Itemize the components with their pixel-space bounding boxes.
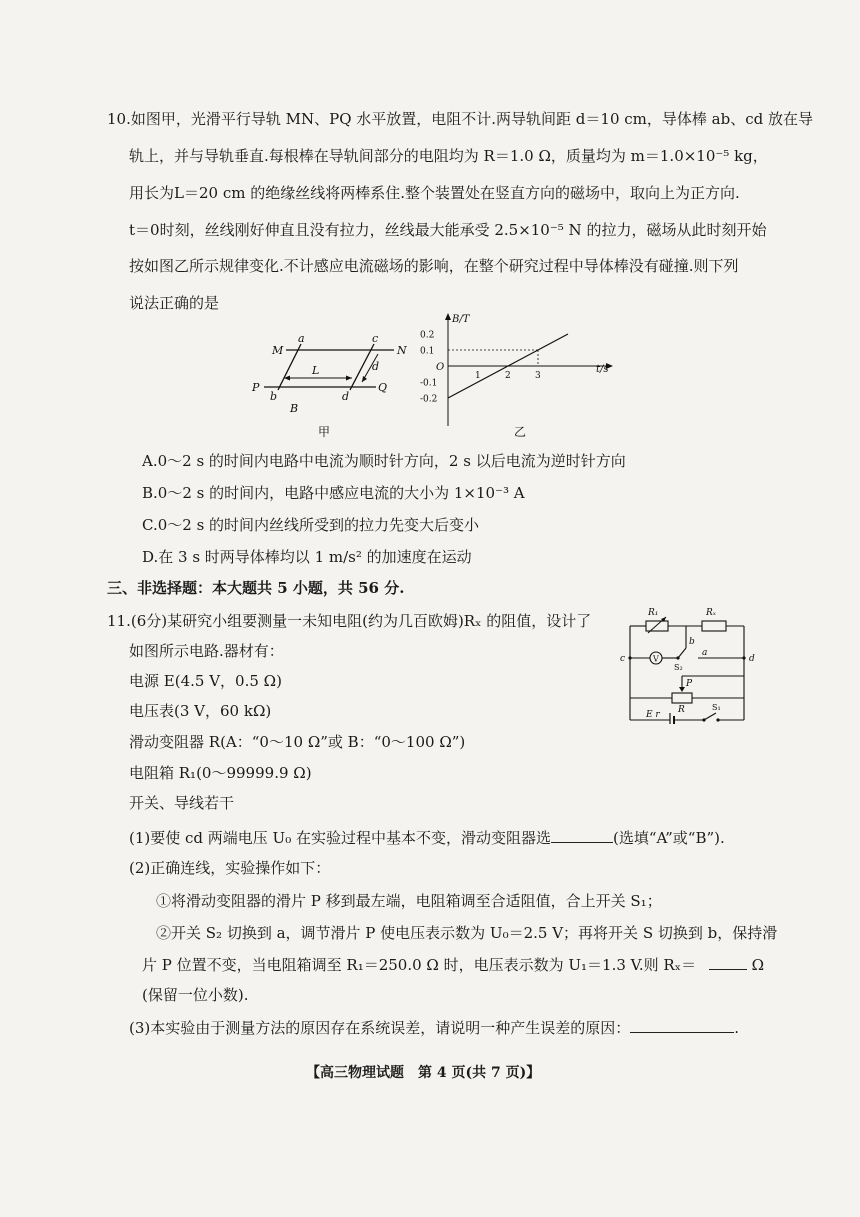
x-tick-label: 2 — [505, 371, 511, 381]
option-d: D.在 3 s 时两导体棒均以 1 m/s² 的加速度在运动 — [142, 548, 472, 566]
caption-yi: 乙 — [514, 425, 527, 439]
y-axis-arrow — [445, 313, 451, 320]
q11-intro-2: 如图所示电路.器材有： — [129, 642, 284, 660]
label-a: a — [298, 332, 305, 345]
q11-step-2-a: ②开关 S₂ 切换到 a，调节滑片 P 使电压表示数为 U₀＝2.5 V；再将开关 S 切换到 b，保持滑 — [156, 924, 778, 942]
q10-line-6: 说法正确的是 — [129, 294, 220, 312]
answer-blank-error[interactable] — [630, 1016, 734, 1033]
option-c: C.0～2 s 的时间内丝线所受到的拉力先变大后变小 — [142, 516, 480, 534]
q10-line-3: 用长为L＝20 cm 的绝缘丝线将两棒系住.整个装置处在竖直方向的磁场中，取向上为正方向. — [129, 184, 740, 202]
circuit-label-b: b — [689, 637, 695, 647]
y-tick-label: 0.2 — [420, 330, 435, 341]
q11-part-3 — [129, 1016, 739, 1039]
section-heading: 三、非选择题：本大题共 5 小题，共 56 分. — [107, 579, 405, 597]
figure-jia-rails — [246, 332, 426, 440]
q11-part-2: (2)正确连线，实验操作如下： — [129, 859, 331, 877]
label-c: c — [372, 332, 379, 345]
q11-part-3-end: . — [734, 1019, 740, 1037]
q11-step-2-b-text: 片 P 位置不变，当电阻箱调至 R₁＝250.0 Ω 时，电压表示数为 U₁＝1.3 V.则 Rₓ＝ — [142, 956, 697, 974]
circuit-label-S2: S₂ — [674, 663, 683, 672]
q11-part-1-tail: (选填“A”或“B”). — [612, 829, 725, 847]
y-tick-label: 0.1 — [420, 346, 435, 357]
caption-jia: 甲 — [318, 425, 331, 439]
label-P: P — [252, 381, 260, 394]
q11-part-3-text: (3)本实验由于测量方法的原因存在系统误差，请说明一种产生误差的原因： — [129, 1019, 631, 1037]
circuit-label-Rx: Rₓ — [706, 608, 716, 618]
q11-part-1 — [129, 826, 725, 849]
q11-item-resistance-box: 电阻箱 R₁(0～99999.9 Ω) — [129, 764, 312, 782]
circuit-label-S1: S₁ — [712, 703, 721, 712]
origin-label: O — [436, 362, 445, 373]
circuit-label-Er: E r — [646, 710, 660, 720]
label-d-bottom: d — [342, 390, 350, 403]
q10-line-4: t＝0时刻，丝线刚好伸直且没有拉力，丝线最大能承受 2.5×10⁻⁵ N 的拉力，磁场从此时刻开始 — [129, 221, 767, 239]
circuit-label-R1: R₁ — [648, 608, 659, 618]
q11-step-2-b-unit: Ω — [751, 956, 765, 974]
circuit-label-P: P — [686, 679, 693, 689]
voltmeter-label: V — [653, 654, 659, 664]
label-N: N — [397, 344, 407, 357]
x-tick-label: 3 — [535, 371, 541, 381]
circuit-label-a: a — [702, 648, 708, 658]
q11-step-2-c: (保留一位小数). — [142, 986, 249, 1004]
q11-intro-1: 11.(6分)某研究小组要测量一未知电阻(约为几百欧姆)Rₓ 的阻值，设计了 — [107, 612, 592, 630]
x-axis-label: t/s — [596, 364, 609, 375]
x-tick-label: 1 — [475, 371, 481, 381]
y-tick-label: -0.2 — [420, 394, 438, 405]
label-b: b — [270, 390, 278, 403]
y-axis-label: B/T — [452, 314, 470, 325]
figure-circuit — [618, 602, 766, 724]
label-L: L — [312, 364, 320, 377]
answer-blank-rheostat[interactable] — [551, 826, 613, 843]
q10-line-5: 按如图乙所示规律变化.不计感应电流磁场的影响，在整个研究过程中导体棒没有碰撞.则下列 — [129, 257, 739, 275]
q11-step-1: ①将滑动变阻器的滑片 P 移到最左端，电阻箱调至合适阻值，合上开关 S₁； — [156, 892, 662, 910]
q11-step-2-b — [142, 953, 764, 976]
y-tick-label: -0.1 — [420, 378, 438, 389]
circuit-label-d: d — [749, 654, 755, 664]
q11-item-voltmeter: 电压表(3 V，60 kΩ) — [129, 702, 272, 720]
q11-item-rheostat: 滑动变阻器 R(A：“0～10 Ω”或 B：“0～100 Ω”) — [129, 733, 466, 751]
q11-part-1-text: (1)要使 cd 两端电压 U₀ 在实验过程中基本不变，滑动变阻器选 — [129, 829, 551, 847]
page-footer: 【高三物理试题 第 4 页(共 7 页)】 — [306, 1065, 541, 1081]
label-M: M — [272, 344, 284, 357]
circuit-label-R: R — [678, 705, 685, 715]
label-d-top: d — [372, 360, 380, 373]
circuit-label-c: c — [620, 654, 626, 664]
label-B: B — [290, 402, 299, 415]
option-b: B.0～2 s 的时间内，电路中感应电流的大小为 1×10⁻³ A — [142, 484, 525, 502]
bt-chart — [420, 313, 613, 426]
figure-yi-bt-graph — [418, 308, 618, 440]
answer-blank-rx[interactable] — [709, 953, 747, 970]
q11-item-switch: 开关、导线若干 — [129, 794, 235, 812]
option-a: A.0～2 s 的时间内电路中电流为顺时针方向，2 s 以后电流为逆时针方向 — [142, 452, 626, 470]
label-Q: Q — [378, 381, 388, 394]
q10-line-2: 轨上，并与导轨垂直.每根棒在导轨间部分的电阻均为 R＝1.0 Ω，质量均为 m＝1.0×10⁻⁵ kg， — [129, 147, 768, 165]
q11-item-power: 电源 E(4.5 V，0.5 Ω) — [129, 672, 282, 690]
q10-line-1: 10.如图甲，光滑平行导轨 MN、PQ 水平放置，电阻不计.两导轨间距 d＝10 cm，导体棒 ab、cd 放在导 — [107, 110, 813, 128]
